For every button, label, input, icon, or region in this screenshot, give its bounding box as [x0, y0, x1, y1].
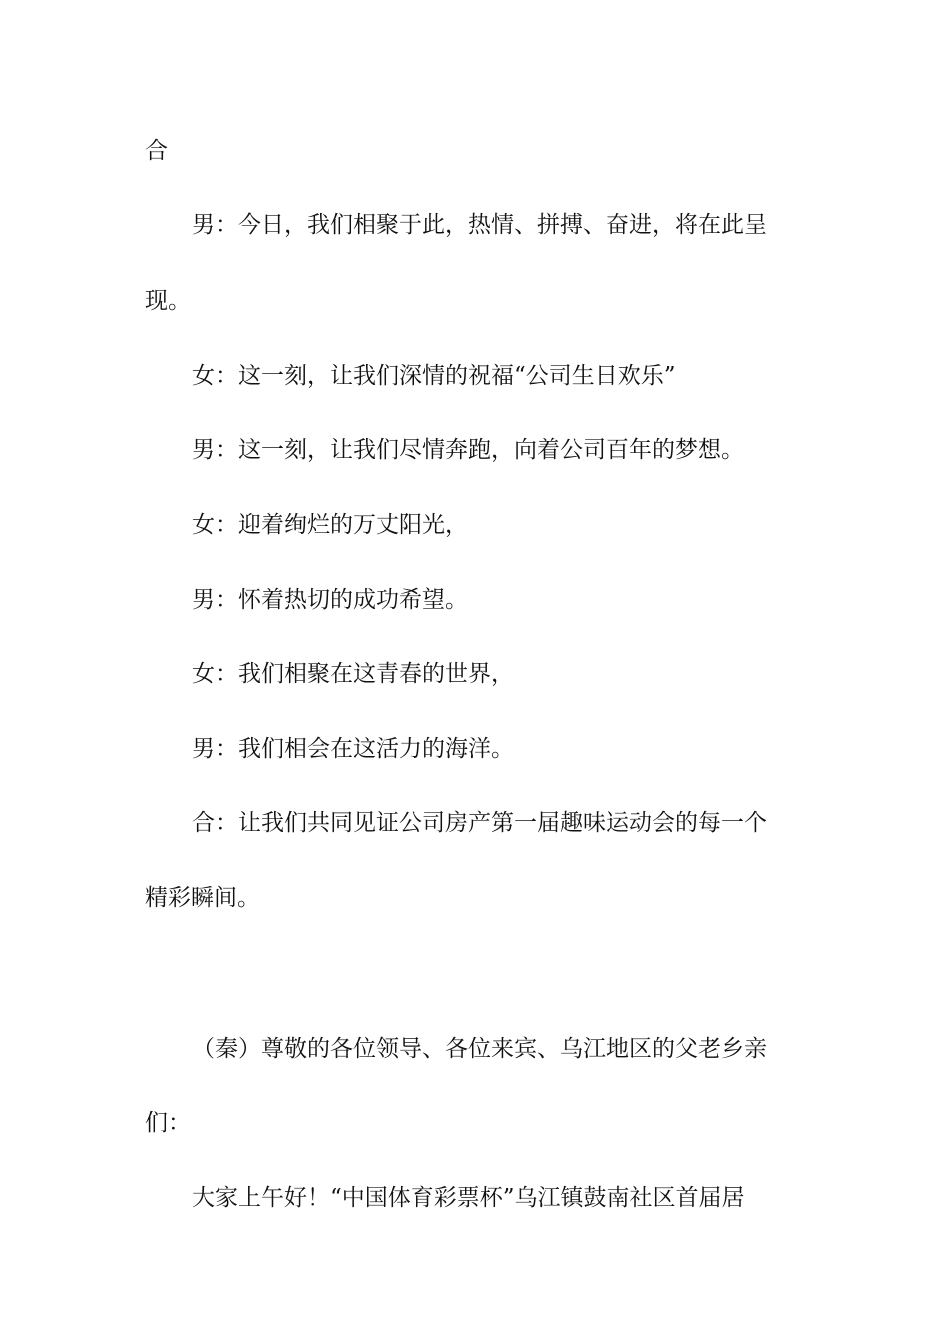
text-line: 大家上午好！“中国体育彩票杯”乌江镇鼓南社区首届居: [192, 1185, 745, 1211]
text-line: 女：这一刻，让我们深情的祝福“公司生日欢乐”: [192, 363, 676, 389]
text-line: 男：我们相会在这活力的海洋。: [192, 736, 514, 762]
text-line: 女：迎着绚烂的万丈阳光，: [192, 512, 468, 538]
text-line: 女：我们相聚在这青春的世界，: [192, 661, 514, 687]
text-line: 男：今日，我们相聚于此，热情、拼搏、奋进，将在此呈: [192, 212, 767, 238]
text-line: 男：怀着热切的成功希望。: [192, 587, 468, 613]
text-line: 合: [145, 138, 168, 164]
text-line: 男：这一刻，让我们尽情奔跑，向着公司百年的梦想。: [192, 437, 744, 463]
text-line: 合：让我们共同见证公司房产第一届趣味运动会的每一个: [192, 810, 767, 836]
text-line: 精彩瞬间。: [145, 885, 260, 911]
text-line: 们：: [145, 1110, 191, 1136]
text-line: 现。: [145, 288, 191, 314]
text-line: （秦）尊敬的各位领导、各位来宾、乌江地区的父老乡亲: [192, 1036, 767, 1062]
